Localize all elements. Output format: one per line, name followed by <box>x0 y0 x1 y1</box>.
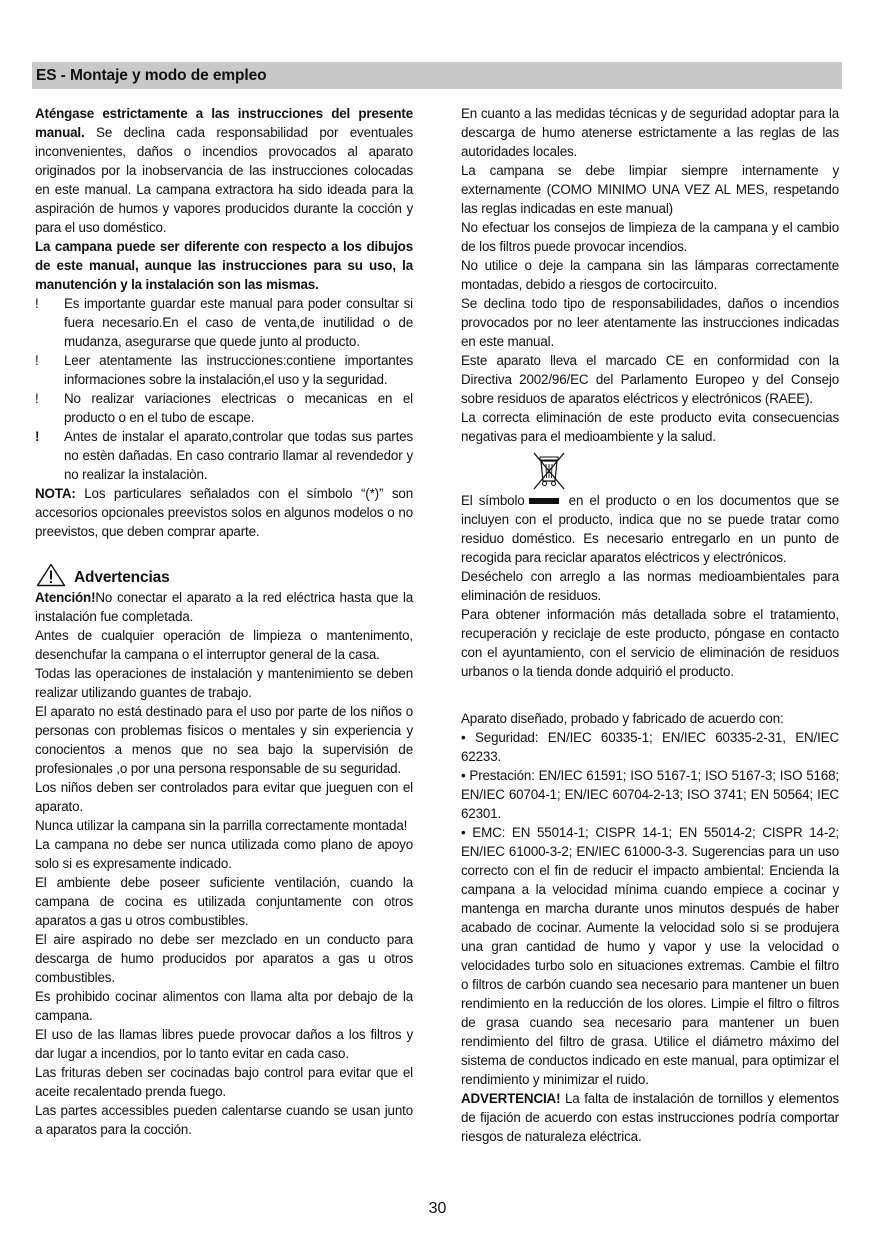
intro-bold: Aténgase estrictamente a las instrucciones del presente manual. <box>35 106 413 140</box>
intro-paragraph <box>35 104 413 237</box>
bullet-item <box>35 389 413 427</box>
advertencia-label: ADVERTENCIA! <box>461 1091 561 1106</box>
info-paragraph: Para obtener información más detallada sobre el tratamiento, recuperación y reciclaje de este producto, póngase en contacto con el ayuntamiento, con el servicio de eliminación de residuos urbanos o la tienda donde adquirió el producto. <box>461 607 839 679</box>
warning-paragraph: Los niños deben ser controlados para evitar que jueguen con el aparato. <box>35 780 413 814</box>
bullet-text: Antes de instalar el aparato,controlar que todas sus partes no estèn dañadas. En caso contrario llamar al revendedor y no realizar la instalaciòn. <box>64 429 413 482</box>
compliance-intro: Aparato diseñado, probado y fabricado de acuerdo con: <box>461 711 784 726</box>
nota-label: NOTA: <box>35 486 76 501</box>
symbol-paragraph <box>461 491 839 567</box>
nota-text: Los particulares señalados con el símbolo “(*)” son accesorios opcionales preevistos solos en algunos modelos o no preevistos, que deben comprar aparte. <box>35 486 413 539</box>
bullet-item <box>35 351 413 389</box>
warning-paragraph: Las partes accessibles pueden calentarse cuando se usan junto a aparatos para la cocción. <box>35 1103 413 1137</box>
warning-triangle-icon <box>36 563 66 587</box>
advertencia-paragraph <box>461 1089 839 1146</box>
symbol-text-after: en el producto o en los documentos que se incluyen con el producto, indica que no se puede tratar como residuo doméstico. Es necesario entregarlo en un punto de recogida para reciclar aparatos eléctricos y electrónicos. <box>461 493 839 565</box>
warnings-title: Advertencias <box>74 569 170 586</box>
section-header <box>32 62 842 89</box>
page-number: 30 <box>428 1200 447 1217</box>
bullet-text: Leer atentamente las instrucciones:contiene importantes informaciones sobre la instalación,el uso y la seguridad. <box>64 353 413 387</box>
info-paragraph: La correcta eliminación de este producto evita consecuencias negativas para el medioambiente y la salud. <box>461 410 839 444</box>
atencion-paragraph <box>35 588 413 626</box>
black-bar-symbol-icon <box>529 498 559 504</box>
warning-paragraph: Nunca utilizar la campana sin la parrilla correctamente montada! <box>35 818 408 833</box>
compliance-item: • EMC: EN 55014-1; CISPR 14-1; EN 55014-2; CISPR 14-2; EN/IEC 61000-3-2; EN/IEC 61000-3-3. Sugerencias para un uso correcto con el fin de reducir el impacto ambiental: Encienda la campana a la velocidad mínima cuando empiece a cocinar y mantenga en marcha durante unos minutos después de haber acabado de cocinar. Aumente la velocidad solo si se produjera una gran cantidad de humo y vapor y use la velocidad o velocidades turbo solo en situaciones extremas. Cambie el filtro o filtros de carbón cuando sea necesario para mantener un buen rendimiento en la reducción de los olores. Limpie el filtro o filtros de grasa cuando sea necesario para mantener un buen rendimiento del filtro de grasa. Utilice el diámetro máximo del sistema de conductos indicado en este manual, para optimizar el rendimiento y minimizar el ruido. <box>461 825 839 1087</box>
compliance-item: • Prestación: EN/IEC 61591; ISO 5167-1; ISO 5167-3; ISO 5168; EN/IEC 60704-1; EN/IEC 60704-2-13; ISO 3741; EN 50564; IEC 62301. <box>461 768 839 821</box>
warning-paragraph: Todas las operaciones de instalación y mantenimiento se deben realizar utilizando guantes de trabajo. <box>35 666 413 700</box>
bullet-item <box>35 294 413 351</box>
warning-paragraph: El ambiente debe poseer suficiente ventilación, cuando la campana de cocina es utilizada conjuntamente con otros aparatos a gas u otros combustibles. <box>35 875 413 928</box>
warning-paragraph: Es prohibido cocinar alimentos con llama alta por debajo de la campana. <box>35 989 413 1023</box>
info-paragraph: En cuanto a las medidas técnicas y de seguridad adoptar para la descarga de humo atenerse estrictamente a las reglas de las autoridades locales. <box>461 106 839 159</box>
info-paragraph: No utilice o deje la campana sin las lámparas correctamente montadas, debido a riesgos de cortocircuito. <box>461 258 839 292</box>
weee-symbol-block <box>461 451 839 491</box>
info-paragraph: La campana se debe limpiar siempre internamente y externamente (COMO MINIMO UNA VEZ AL MES, respetando las reglas indicadas en este manual) <box>461 163 839 216</box>
atencion-label: Atención! <box>35 590 96 605</box>
info-paragraph: No efectuar los consejos de limpieza de la campana y el cambio de los filtros puede provocar incendios. <box>461 220 839 254</box>
info-paragraph: Deséchelo con arreglo a las normas medioambientales para eliminación de residuos. <box>461 569 839 603</box>
bullet-mark: ! <box>35 391 39 406</box>
section-title: ES - Montaje y modo de empleo <box>36 67 267 84</box>
compliance-item: • Seguridad: EN/IEC 60335-1; EN/IEC 60335-2-31, EN/IEC 62233. <box>461 730 839 764</box>
info-paragraph: Este aparato lleva el marcado CE en conformidad con la Directiva 2002/96/EC del Parlamento Europeo y del Consejo sobre residuos de aparatos eléctricos y electrónicos (RAEE). <box>461 353 839 406</box>
bold-notice: La campana puede ser diferente con respecto a los dibujos de este manual, aunque las instrucciones para su uso, la manutención y la instalación son las mismas. <box>35 239 413 292</box>
bullet-text: Es importante guardar este manual para poder consultar si fuera necesario.En el caso de venta,de inutilidad o de mudanza, asegurarse que quede junto al producto. <box>64 296 413 349</box>
warning-paragraph: El uso de las llamas libres puede provocar daños a los filtros y dar lugar a incendios, por lo tanto evitar en cada caso. <box>35 1027 413 1061</box>
warning-paragraph: El aire aspirado no debe ser mezclado en un conducto para descarga de humo producidos por aparatos a gas u otros combustibles. <box>35 932 413 985</box>
warning-paragraph: La campana no debe ser nunca utilizada como plano de apoyo solo si es expresamente indicado. <box>35 837 413 871</box>
nota-paragraph <box>35 484 413 541</box>
warnings-heading <box>35 563 413 587</box>
warning-paragraph: Las frituras deben ser cocinadas bajo control para evitar que el aceite recalentado prenda fuego. <box>35 1065 413 1099</box>
bullet-mark: ! <box>35 353 39 368</box>
atencion-text: No conectar el aparato a la red eléctrica hasta que la instalación fue completada. <box>35 590 413 624</box>
bullet-mark: ! <box>35 296 39 311</box>
right-column <box>461 104 839 1146</box>
symbol-text-before: El símbolo <box>461 493 525 508</box>
advertencia-text: La falta de instalación de tornillos y elementos de fijación de acuerdo con estas instrucciones podría comportar riesgos de naturaleza eléctrica. <box>461 1091 839 1144</box>
bullet-text: No realizar variaciones electricas o mecanicas en el producto o en el tubo de escape. <box>64 391 413 425</box>
intro-text: Se declina cada responsabilidad por eventuales inconvenientes, daños o incendios provocados al aparato originados por la inobservancia de las instrucciones colocadas en este manual. La campana extractora ha sido ideada para la aspiración de humos y vapores producidos durante la cocción y para el uso doméstico. <box>35 125 413 235</box>
info-paragraph: Se declina todo tipo de responsabilidades, daños o incendios provocados por no leer atentamente las instrucciones indicadas en este manual. <box>461 296 839 349</box>
spacer <box>461 681 839 709</box>
crossed-out-wheelie-bin-icon <box>529 451 569 491</box>
warning-paragraph: Antes de cualquier operación de limpieza o mantenimento, desenchufar la campana o el interruptor general de la casa. <box>35 628 413 662</box>
bullet-item <box>35 427 413 484</box>
bullet-mark: ! <box>35 429 40 444</box>
warning-paragraph: El aparato no está destinado para el uso por parte de los niños o personas con problemas fisicos o mentales y sin experiencia y conocientos a menos que no sea bajo la supervisión de profesionales ,o por una persona responsable de su seguridad. <box>35 704 413 776</box>
left-column <box>35 104 413 1139</box>
